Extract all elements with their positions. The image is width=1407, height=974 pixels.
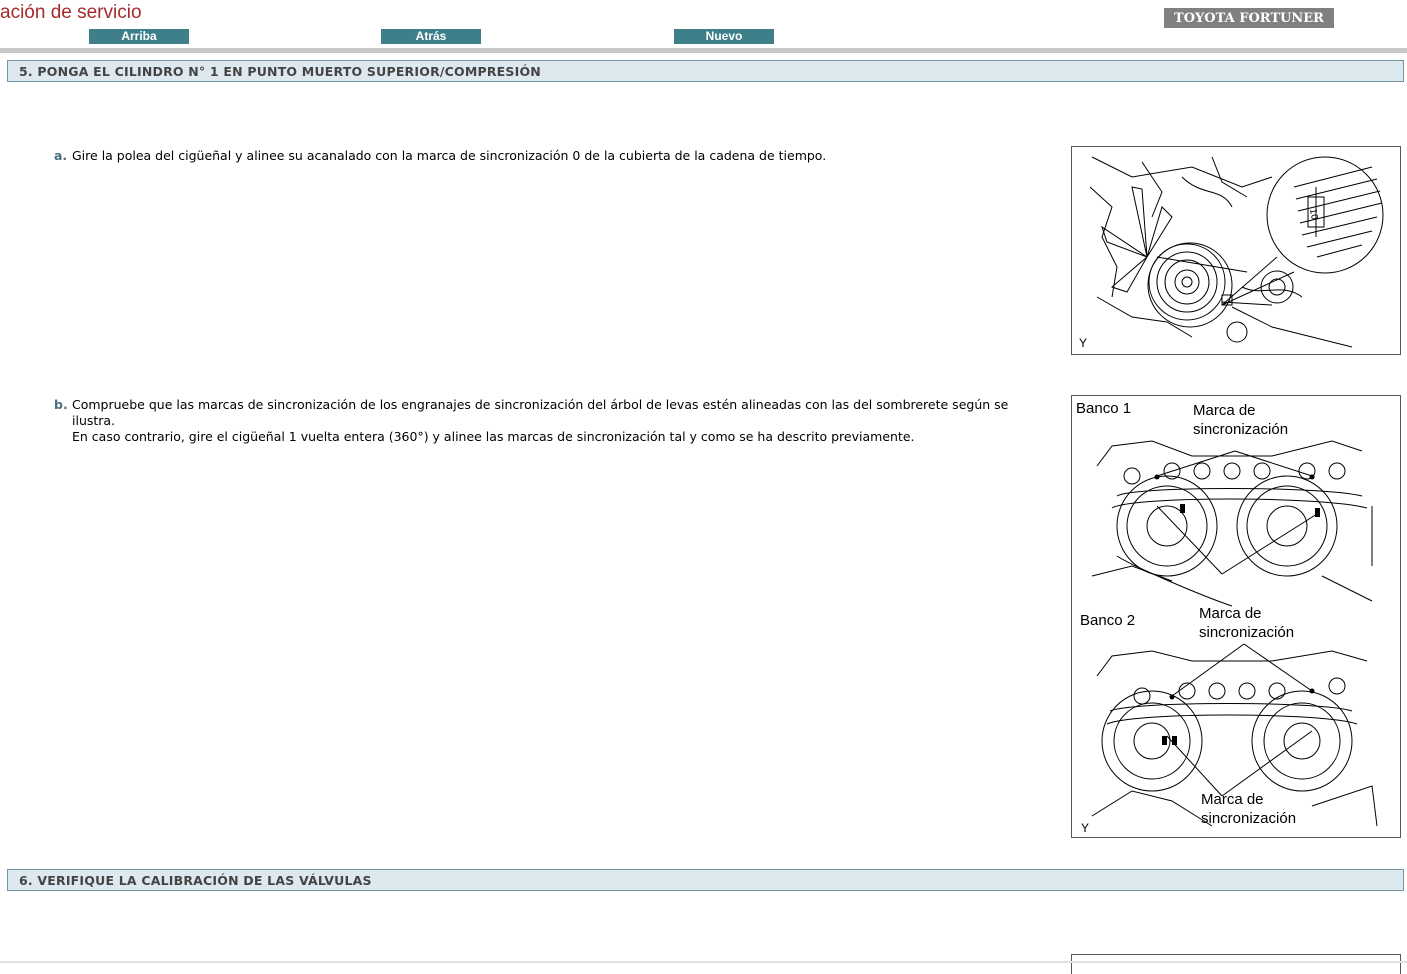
- figure-code: Y: [1079, 336, 1088, 350]
- step-a: [54, 148, 1054, 164]
- crank-pulley-illustration: [1071, 146, 1401, 355]
- next-illustration-frame: [1071, 954, 1401, 974]
- bank-2-label: Banco 2: [1080, 612, 1136, 629]
- step-letter: b.: [54, 397, 68, 412]
- timing-mark-label-bank1: Marca de: [1193, 402, 1256, 419]
- step-text: Gire la polea del cigüeñal y alinee su acanalado con la marca de sincronización 0 de la cubierta de la cadena de tiempo.: [72, 148, 827, 163]
- document-title: ación de servicio: [0, 2, 142, 23]
- section-heading-6: 6. VERIFIQUE LA CALIBRACIÓN DE LAS VÁLVULAS: [7, 869, 1404, 891]
- new-button[interactable]: Nuevo: [674, 29, 774, 44]
- vehicle-badge: TOYOTA FORTUNER: [1164, 8, 1334, 28]
- timing-mark-label-bank1-line2: sincronización: [1193, 421, 1289, 438]
- timing-mark-label-bank2-bottom: Marca de: [1201, 791, 1264, 808]
- bank-1-label: Banco 1: [1076, 400, 1132, 417]
- step-text-secondary: En caso contrario, gire el cigüeñal 1 vuelta entera (360°) y alinee las marcas de sincronización tal y como se ha descrito previamente.: [72, 429, 915, 444]
- top-button[interactable]: Arriba: [89, 29, 189, 44]
- step-text: Compruebe que las marcas de sincronización de los engranajes de sincronización del árbol de levas estén alineadas con las del sombrerete según se ilustra.: [72, 397, 1009, 428]
- timing-mark-label-bank2-top: Marca de: [1199, 605, 1262, 622]
- step-letter: a.: [54, 148, 68, 163]
- page-header: [0, 0, 1407, 50]
- header-divider: [0, 48, 1407, 53]
- bottom-divider: [0, 961, 1407, 963]
- svg-text:10: 10: [1307, 207, 1319, 221]
- figure-code: Y: [1081, 821, 1090, 835]
- section-heading-5: 5. PONGA EL CILINDRO N° 1 EN PUNTO MUERTO SUPERIOR/COMPRESIÓN: [7, 60, 1404, 82]
- camshaft-timing-illustration: [1071, 395, 1401, 838]
- timing-mark-label-bank2-top-line2: sincronización: [1199, 624, 1295, 641]
- back-button[interactable]: Atrás: [381, 29, 481, 44]
- timing-mark-label-bank2-bottom-line2: sincronización: [1201, 810, 1297, 827]
- step-b: [54, 397, 1054, 445]
- crank-pulley-drawing: [1072, 147, 1402, 356]
